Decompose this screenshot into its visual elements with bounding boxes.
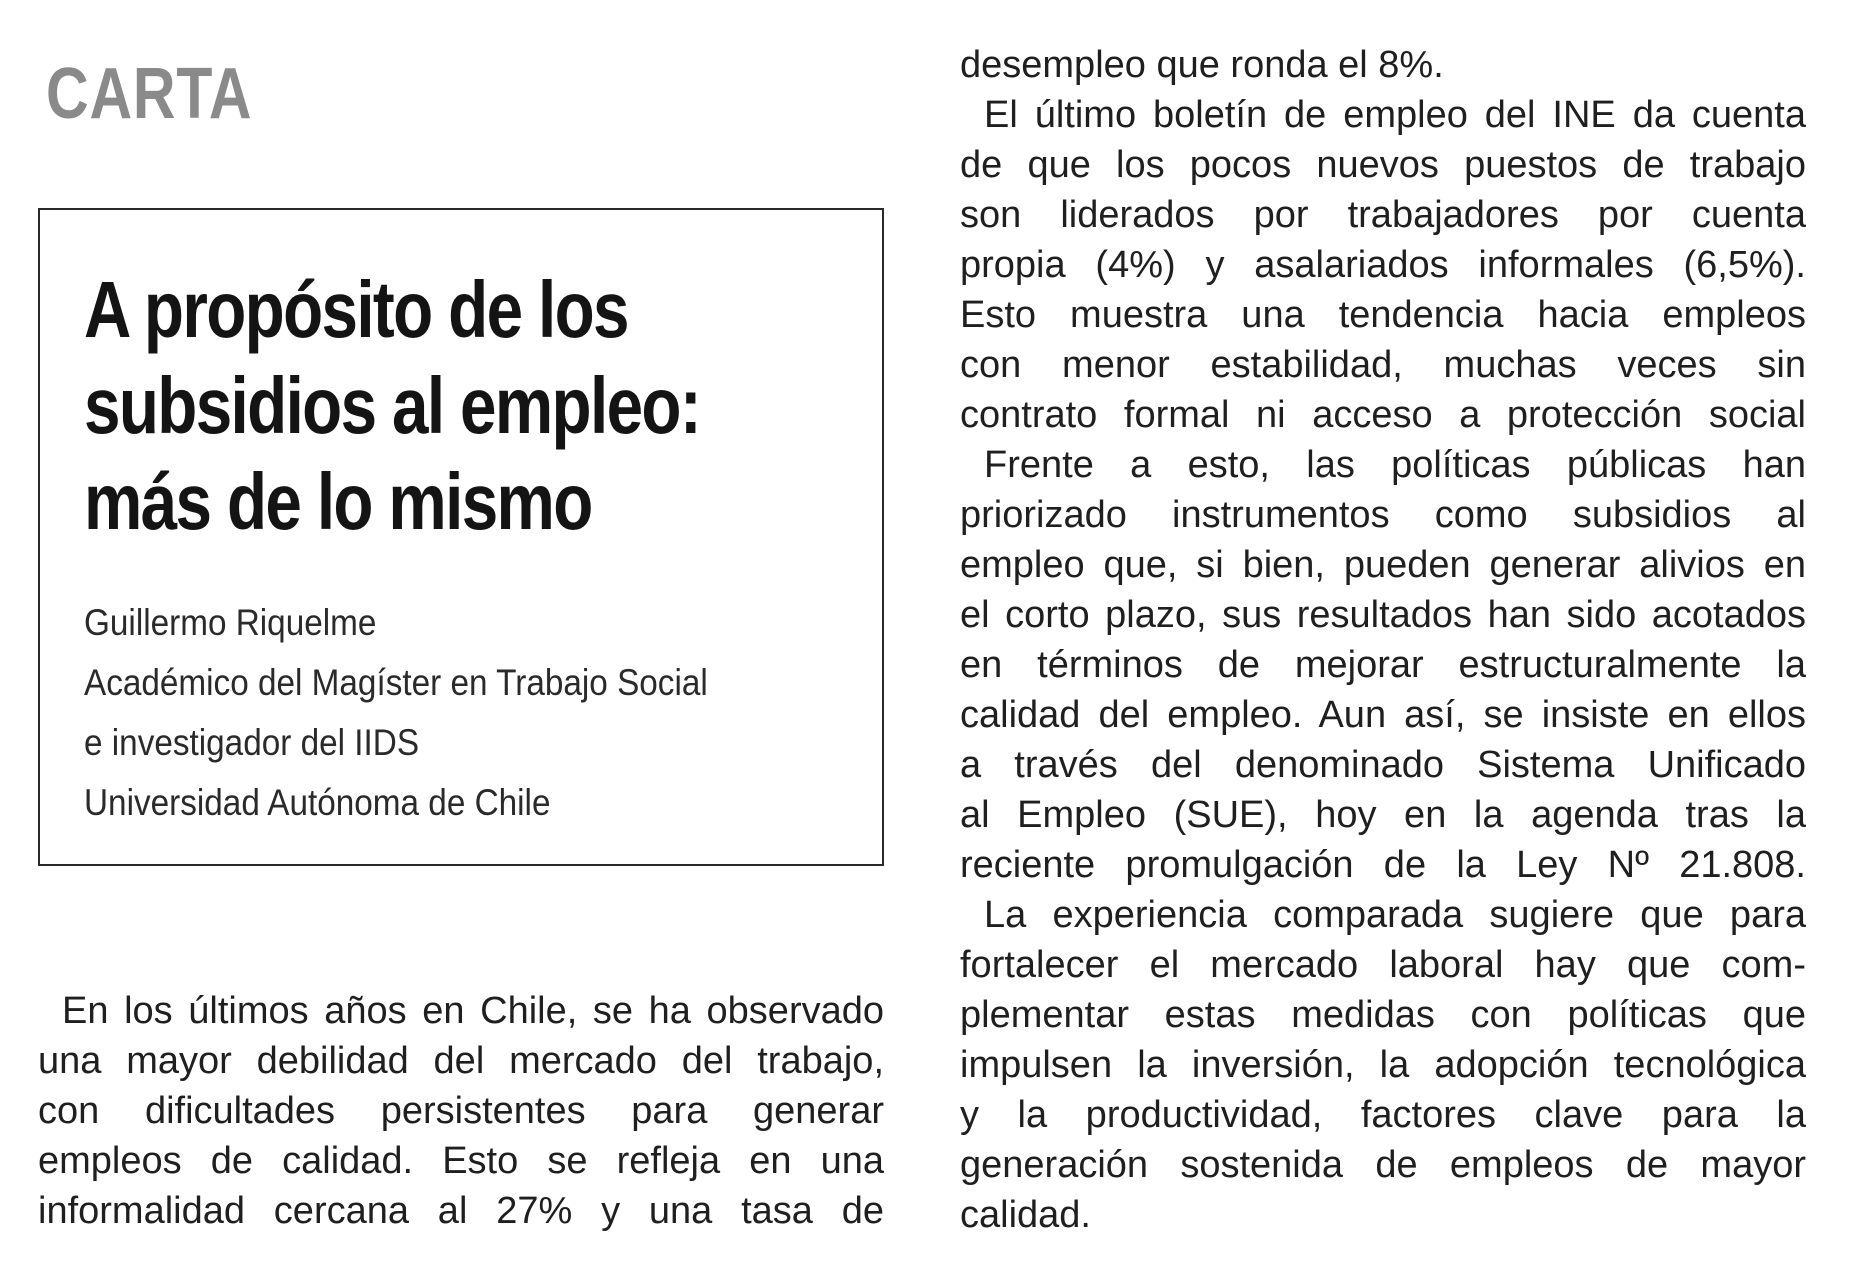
body-line: con menor estabilidad, muchas veces sin — [960, 344, 1806, 386]
body-column-right — [960, 40, 1806, 1240]
body-line: al Empleo (SUE), hoy en la agenda tras la — [960, 794, 1806, 836]
body-line: en términos de mejorar estructuralmente la — [960, 644, 1806, 686]
body-line: propia (4%) y asalariados informales (6,5%). — [960, 244, 1806, 286]
body-line: impulsen la inversión, la adopción tecnológica — [960, 1044, 1806, 1086]
body-line: contrato formal ni acceso a protección social — [960, 394, 1806, 436]
body-line: el corto plazo, sus resultados han sido acotados — [960, 594, 1806, 636]
body-line: priorizado instrumentos como subsidios al — [960, 494, 1806, 536]
body-line: En los últimos años en Chile, se ha observado — [62, 990, 884, 1032]
body-line: son liderados por trabajadores por cuenta — [960, 194, 1806, 236]
body-line: plementar estas medidas con políticas que — [960, 994, 1806, 1036]
body-line: reciente promulgación de la Ley Nº 21.808. — [960, 844, 1806, 886]
author-name: Guillermo Riquelme — [84, 602, 377, 643]
body-line: calidad. — [960, 1194, 1091, 1236]
body-line: La experiencia comparada sugiere que para — [984, 894, 1806, 936]
body-line: de que los pocos nuevos puestos de trabajo — [960, 144, 1806, 186]
body-line: desempleo que ronda el 8%. — [960, 44, 1444, 86]
headline — [84, 262, 789, 550]
body-column-left — [38, 986, 884, 1236]
body-line: Frente a esto, las políticas públicas han — [984, 444, 1806, 486]
body-line: empleos de calidad. Esto se refleja en una — [38, 1140, 884, 1182]
body-line: generación sostenida de empleos de mayor — [960, 1144, 1806, 1186]
author-role-line: Académico del Magíster en Trabajo Social — [84, 662, 708, 703]
headline-line: A propósito de los — [84, 265, 628, 354]
body-line: Esto muestra una tendencia hacia empleos — [960, 294, 1806, 336]
headline-line: más de lo mismo — [84, 457, 592, 546]
author-credit — [84, 593, 876, 833]
author-institution: Universidad Autónoma de Chile — [84, 782, 551, 823]
body-line: empleo que, si bien, pueden generar alivios en — [960, 544, 1806, 586]
body-line: y la productividad, factores clave para la — [960, 1094, 1806, 1136]
section-label: CARTA — [46, 54, 253, 134]
body-line: con dificultades persistentes para generar — [38, 1090, 884, 1132]
body-line: una mayor debilidad del mercado del trabajo, — [38, 1040, 884, 1082]
body-line: informalidad cercana al 27% y una tasa de — [38, 1190, 884, 1232]
body-line: El último boletín de empleo del INE da cuenta — [984, 94, 1806, 136]
body-line: fortalecer el mercado laboral hay que com- — [960, 944, 1806, 986]
headline-box — [38, 208, 884, 866]
body-line: a través del denominado Sistema Unificado — [960, 744, 1806, 786]
body-line: calidad del empleo. Aun así, se insiste en ellos — [960, 694, 1806, 736]
author-role-line: e investigador del IIDS — [84, 722, 420, 763]
headline-line: subsidios al empleo: — [84, 361, 701, 450]
